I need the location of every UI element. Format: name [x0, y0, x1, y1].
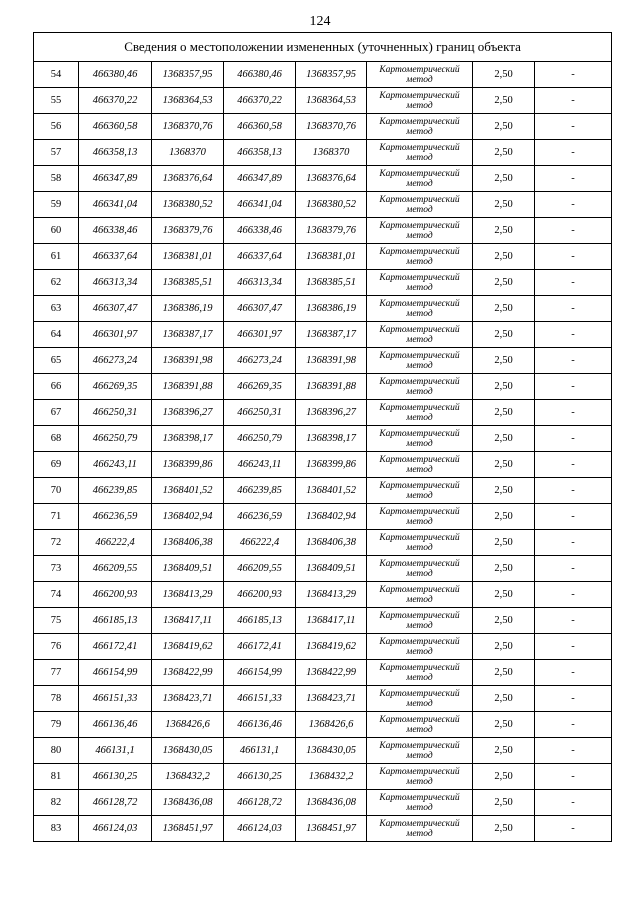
method-cell: Картометрический метод [367, 790, 473, 816]
point-number-cell: 72 [34, 530, 79, 556]
table-row [34, 348, 612, 374]
refined-y-cell: 1368413,29 [296, 582, 367, 608]
accuracy-cell: 2,50 [473, 166, 535, 192]
page-number: 124 [309, 14, 331, 29]
method-cell: Картометрический метод [367, 660, 473, 686]
refined-y-cell: 1368357,95 [296, 62, 367, 88]
existing-x-cell: 466131,1 [79, 738, 152, 764]
existing-x-cell: 466360,58 [79, 114, 152, 140]
refined-y-cell: 1368419,62 [296, 634, 367, 660]
refined-x-cell: 466250,79 [224, 426, 296, 452]
existing-x-cell: 466236,59 [79, 504, 152, 530]
table-row [34, 400, 612, 426]
refined-x-cell: 466243,11 [224, 452, 296, 478]
note-cell: - [535, 790, 612, 816]
refined-y-cell: 1368364,53 [296, 88, 367, 114]
point-number-cell: 55 [34, 88, 79, 114]
refined-x-cell: 466338,46 [224, 218, 296, 244]
refined-x-cell: 466301,97 [224, 322, 296, 348]
accuracy-cell: 2,50 [473, 582, 535, 608]
existing-y-cell: 1368391,88 [152, 374, 224, 400]
existing-x-cell: 466243,11 [79, 452, 152, 478]
method-cell: Картометрический метод [367, 114, 473, 140]
point-number-cell: 75 [34, 608, 79, 634]
existing-y-cell: 1368364,53 [152, 88, 224, 114]
method-cell: Картометрический метод [367, 374, 473, 400]
accuracy-cell: 2,50 [473, 114, 535, 140]
point-number-cell: 58 [34, 166, 79, 192]
refined-x-cell: 466337,64 [224, 244, 296, 270]
method-cell: Картометрический метод [367, 816, 473, 842]
method-cell: Картометрический метод [367, 686, 473, 712]
accuracy-cell: 2,50 [473, 192, 535, 218]
existing-y-cell: 1368386,19 [152, 296, 224, 322]
refined-y-cell: 1368422,99 [296, 660, 367, 686]
method-cell: Картометрический метод [367, 426, 473, 452]
refined-x-cell: 466358,13 [224, 140, 296, 166]
note-cell: - [535, 608, 612, 634]
refined-x-cell: 466131,1 [224, 738, 296, 764]
refined-x-cell: 466360,58 [224, 114, 296, 140]
refined-y-cell: 1368386,19 [296, 296, 367, 322]
accuracy-cell: 2,50 [473, 348, 535, 374]
point-number-cell: 81 [34, 764, 79, 790]
point-number-cell: 71 [34, 504, 79, 530]
existing-y-cell: 1368432,2 [152, 764, 224, 790]
table-row [34, 452, 612, 478]
existing-y-cell: 1368370,76 [152, 114, 224, 140]
existing-x-cell: 466380,46 [79, 62, 152, 88]
accuracy-cell: 2,50 [473, 790, 535, 816]
point-number-cell: 70 [34, 478, 79, 504]
refined-y-cell: 1368385,51 [296, 270, 367, 296]
point-number-cell: 60 [34, 218, 79, 244]
point-number-cell: 69 [34, 452, 79, 478]
note-cell: - [535, 686, 612, 712]
accuracy-cell: 2,50 [473, 88, 535, 114]
refined-y-cell: 1368370 [296, 140, 367, 166]
accuracy-cell: 2,50 [473, 712, 535, 738]
existing-y-cell: 1368419,62 [152, 634, 224, 660]
note-cell: - [535, 660, 612, 686]
point-number-cell: 74 [34, 582, 79, 608]
accuracy-cell: 2,50 [473, 140, 535, 166]
existing-x-cell: 466341,04 [79, 192, 152, 218]
refined-x-cell: 466136,46 [224, 712, 296, 738]
point-number-cell: 62 [34, 270, 79, 296]
refined-x-cell: 466200,93 [224, 582, 296, 608]
table-row [34, 140, 612, 166]
table-row [34, 556, 612, 582]
existing-y-cell: 1368402,94 [152, 504, 224, 530]
table-row [34, 504, 612, 530]
refined-y-cell: 1368381,01 [296, 244, 367, 270]
point-number-cell: 67 [34, 400, 79, 426]
table-row [34, 764, 612, 790]
accuracy-cell: 2,50 [473, 296, 535, 322]
refined-y-cell: 1368406,38 [296, 530, 367, 556]
refined-x-cell: 466130,25 [224, 764, 296, 790]
existing-y-cell: 1368387,17 [152, 322, 224, 348]
method-cell: Картометрический метод [367, 88, 473, 114]
note-cell: - [535, 140, 612, 166]
accuracy-cell: 2,50 [473, 738, 535, 764]
refined-x-cell: 466124,03 [224, 816, 296, 842]
method-cell: Картометрический метод [367, 296, 473, 322]
refined-x-cell: 466370,22 [224, 88, 296, 114]
refined-x-cell: 466151,33 [224, 686, 296, 712]
accuracy-cell: 2,50 [473, 62, 535, 88]
table-row [34, 322, 612, 348]
table-row [34, 296, 612, 322]
accuracy-cell: 2,50 [473, 764, 535, 790]
existing-x-cell: 466370,22 [79, 88, 152, 114]
method-cell: Картометрический метод [367, 244, 473, 270]
method-cell: Картометрический метод [367, 452, 473, 478]
existing-y-cell: 1368451,97 [152, 816, 224, 842]
method-cell: Картометрический метод [367, 634, 473, 660]
refined-x-cell: 466172,41 [224, 634, 296, 660]
accuracy-cell: 2,50 [473, 400, 535, 426]
refined-x-cell: 466185,13 [224, 608, 296, 634]
point-number-cell: 66 [34, 374, 79, 400]
existing-x-cell: 466273,24 [79, 348, 152, 374]
existing-y-cell: 1368391,98 [152, 348, 224, 374]
note-cell: - [535, 426, 612, 452]
existing-x-cell: 466128,72 [79, 790, 152, 816]
refined-y-cell: 1368391,98 [296, 348, 367, 374]
refined-y-cell: 1368398,17 [296, 426, 367, 452]
existing-x-cell: 466239,85 [79, 478, 152, 504]
note-cell: - [535, 582, 612, 608]
accuracy-cell: 2,50 [473, 426, 535, 452]
existing-x-cell: 466154,99 [79, 660, 152, 686]
refined-y-cell: 1368401,52 [296, 478, 367, 504]
refined-x-cell: 466154,99 [224, 660, 296, 686]
existing-x-cell: 466151,33 [79, 686, 152, 712]
note-cell: - [535, 634, 612, 660]
refined-y-cell: 1368417,11 [296, 608, 367, 634]
note-cell: - [535, 738, 612, 764]
refined-y-cell: 1368409,51 [296, 556, 367, 582]
method-cell: Картометрический метод [367, 712, 473, 738]
method-cell: Картометрический метод [367, 348, 473, 374]
table-row [34, 192, 612, 218]
refined-y-cell: 1368387,17 [296, 322, 367, 348]
existing-y-cell: 1368409,51 [152, 556, 224, 582]
table-row [34, 270, 612, 296]
note-cell: - [535, 114, 612, 140]
refined-x-cell: 466273,24 [224, 348, 296, 374]
existing-x-cell: 466269,35 [79, 374, 152, 400]
accuracy-cell: 2,50 [473, 270, 535, 296]
table-row [34, 816, 612, 842]
existing-x-cell: 466347,89 [79, 166, 152, 192]
table-row [34, 608, 612, 634]
method-cell: Картометрический метод [367, 608, 473, 634]
refined-x-cell: 466250,31 [224, 400, 296, 426]
method-cell: Картометрический метод [367, 738, 473, 764]
table-row [34, 218, 612, 244]
boundary-coordinates-table [33, 32, 612, 842]
method-cell: Картометрический метод [367, 556, 473, 582]
note-cell: - [535, 88, 612, 114]
point-number-cell: 82 [34, 790, 79, 816]
table-title: Сведения о местоположении измененных (уточненных) границ объекта [34, 33, 612, 62]
existing-y-cell: 1368413,29 [152, 582, 224, 608]
existing-x-cell: 466307,47 [79, 296, 152, 322]
method-cell: Картометрический метод [367, 764, 473, 790]
note-cell: - [535, 166, 612, 192]
method-cell: Картометрический метод [367, 582, 473, 608]
table-row [34, 88, 612, 114]
accuracy-cell: 2,50 [473, 374, 535, 400]
method-cell: Картометрический метод [367, 140, 473, 166]
note-cell: - [535, 764, 612, 790]
refined-x-cell: 466380,46 [224, 62, 296, 88]
existing-x-cell: 466337,64 [79, 244, 152, 270]
existing-y-cell: 1368396,27 [152, 400, 224, 426]
refined-x-cell: 466222,4 [224, 530, 296, 556]
point-number-cell: 80 [34, 738, 79, 764]
existing-y-cell: 1368406,38 [152, 530, 224, 556]
existing-x-cell: 466358,13 [79, 140, 152, 166]
existing-x-cell: 466172,41 [79, 634, 152, 660]
table-row [34, 660, 612, 686]
table-row [34, 478, 612, 504]
accuracy-cell: 2,50 [473, 478, 535, 504]
accuracy-cell: 2,50 [473, 608, 535, 634]
existing-x-cell: 466124,03 [79, 816, 152, 842]
existing-x-cell: 466209,55 [79, 556, 152, 582]
refined-y-cell: 1368391,88 [296, 374, 367, 400]
refined-x-cell: 466209,55 [224, 556, 296, 582]
accuracy-cell: 2,50 [473, 660, 535, 686]
existing-x-cell: 466130,25 [79, 764, 152, 790]
existing-y-cell: 1368398,17 [152, 426, 224, 452]
note-cell: - [535, 62, 612, 88]
refined-y-cell: 1368396,27 [296, 400, 367, 426]
existing-y-cell: 1368379,76 [152, 218, 224, 244]
table-body [34, 62, 612, 842]
refined-y-cell: 1368423,71 [296, 686, 367, 712]
table-row [34, 114, 612, 140]
method-cell: Картометрический метод [367, 504, 473, 530]
note-cell: - [535, 556, 612, 582]
refined-y-cell: 1368402,94 [296, 504, 367, 530]
refined-y-cell: 1368370,76 [296, 114, 367, 140]
table-row [34, 426, 612, 452]
note-cell: - [535, 816, 612, 842]
table-row [34, 712, 612, 738]
refined-y-cell: 1368379,76 [296, 218, 367, 244]
accuracy-cell: 2,50 [473, 322, 535, 348]
accuracy-cell: 2,50 [473, 556, 535, 582]
note-cell: - [535, 712, 612, 738]
point-number-cell: 61 [34, 244, 79, 270]
existing-x-cell: 466200,93 [79, 582, 152, 608]
existing-y-cell: 1368385,51 [152, 270, 224, 296]
refined-y-cell: 1368426,6 [296, 712, 367, 738]
table-row [34, 62, 612, 88]
note-cell: - [535, 374, 612, 400]
refined-x-cell: 466307,47 [224, 296, 296, 322]
point-number-cell: 73 [34, 556, 79, 582]
point-number-cell: 57 [34, 140, 79, 166]
refined-x-cell: 466347,89 [224, 166, 296, 192]
table-row [34, 634, 612, 660]
refined-y-cell: 1368376,64 [296, 166, 367, 192]
point-number-cell: 56 [34, 114, 79, 140]
existing-y-cell: 1368376,64 [152, 166, 224, 192]
method-cell: Картометрический метод [367, 270, 473, 296]
accuracy-cell: 2,50 [473, 816, 535, 842]
note-cell: - [535, 244, 612, 270]
refined-y-cell: 1368399,86 [296, 452, 367, 478]
existing-y-cell: 1368436,08 [152, 790, 224, 816]
existing-y-cell: 1368422,99 [152, 660, 224, 686]
existing-x-cell: 466250,31 [79, 400, 152, 426]
refined-x-cell: 466341,04 [224, 192, 296, 218]
existing-y-cell: 1368380,52 [152, 192, 224, 218]
refined-y-cell: 1368380,52 [296, 192, 367, 218]
existing-y-cell: 1368399,86 [152, 452, 224, 478]
table-row [34, 530, 612, 556]
note-cell: - [535, 270, 612, 296]
existing-x-cell: 466250,79 [79, 426, 152, 452]
point-number-cell: 68 [34, 426, 79, 452]
refined-x-cell: 466236,59 [224, 504, 296, 530]
method-cell: Картометрический метод [367, 478, 473, 504]
existing-y-cell: 1368417,11 [152, 608, 224, 634]
existing-y-cell: 1368370 [152, 140, 224, 166]
accuracy-cell: 2,50 [473, 530, 535, 556]
table-title-row [34, 33, 612, 62]
note-cell: - [535, 452, 612, 478]
accuracy-cell: 2,50 [473, 244, 535, 270]
accuracy-cell: 2,50 [473, 686, 535, 712]
point-number-cell: 54 [34, 62, 79, 88]
refined-y-cell: 1368430,05 [296, 738, 367, 764]
point-number-cell: 79 [34, 712, 79, 738]
existing-x-cell: 466185,13 [79, 608, 152, 634]
note-cell: - [535, 218, 612, 244]
point-number-cell: 63 [34, 296, 79, 322]
refined-y-cell: 1368436,08 [296, 790, 367, 816]
method-cell: Картометрический метод [367, 62, 473, 88]
point-number-cell: 64 [34, 322, 79, 348]
note-cell: - [535, 478, 612, 504]
method-cell: Картометрический метод [367, 166, 473, 192]
refined-x-cell: 466128,72 [224, 790, 296, 816]
refined-x-cell: 466239,85 [224, 478, 296, 504]
existing-x-cell: 466301,97 [79, 322, 152, 348]
refined-x-cell: 466313,34 [224, 270, 296, 296]
point-number-cell: 83 [34, 816, 79, 842]
accuracy-cell: 2,50 [473, 218, 535, 244]
point-number-cell: 77 [34, 660, 79, 686]
note-cell: - [535, 400, 612, 426]
table-row [34, 738, 612, 764]
point-number-cell: 78 [34, 686, 79, 712]
point-number-cell: 76 [34, 634, 79, 660]
table-row [34, 790, 612, 816]
table-row [34, 374, 612, 400]
existing-y-cell: 1368381,01 [152, 244, 224, 270]
existing-x-cell: 466338,46 [79, 218, 152, 244]
existing-y-cell: 1368423,71 [152, 686, 224, 712]
note-cell: - [535, 504, 612, 530]
method-cell: Картометрический метод [367, 400, 473, 426]
method-cell: Картометрический метод [367, 322, 473, 348]
accuracy-cell: 2,50 [473, 504, 535, 530]
point-number-cell: 65 [34, 348, 79, 374]
existing-y-cell: 1368401,52 [152, 478, 224, 504]
accuracy-cell: 2,50 [473, 634, 535, 660]
table-row [34, 582, 612, 608]
point-number-cell: 59 [34, 192, 79, 218]
method-cell: Картометрический метод [367, 530, 473, 556]
table-row [34, 244, 612, 270]
refined-y-cell: 1368451,97 [296, 816, 367, 842]
existing-y-cell: 1368426,6 [152, 712, 224, 738]
accuracy-cell: 2,50 [473, 452, 535, 478]
note-cell: - [535, 296, 612, 322]
refined-x-cell: 466269,35 [224, 374, 296, 400]
existing-y-cell: 1368357,95 [152, 62, 224, 88]
existing-x-cell: 466222,4 [79, 530, 152, 556]
note-cell: - [535, 348, 612, 374]
existing-y-cell: 1368430,05 [152, 738, 224, 764]
note-cell: - [535, 192, 612, 218]
existing-x-cell: 466136,46 [79, 712, 152, 738]
refined-y-cell: 1368432,2 [296, 764, 367, 790]
existing-x-cell: 466313,34 [79, 270, 152, 296]
note-cell: - [535, 322, 612, 348]
table-row [34, 166, 612, 192]
method-cell: Картометрический метод [367, 218, 473, 244]
method-cell: Картометрический метод [367, 192, 473, 218]
note-cell: - [535, 530, 612, 556]
table-row [34, 686, 612, 712]
